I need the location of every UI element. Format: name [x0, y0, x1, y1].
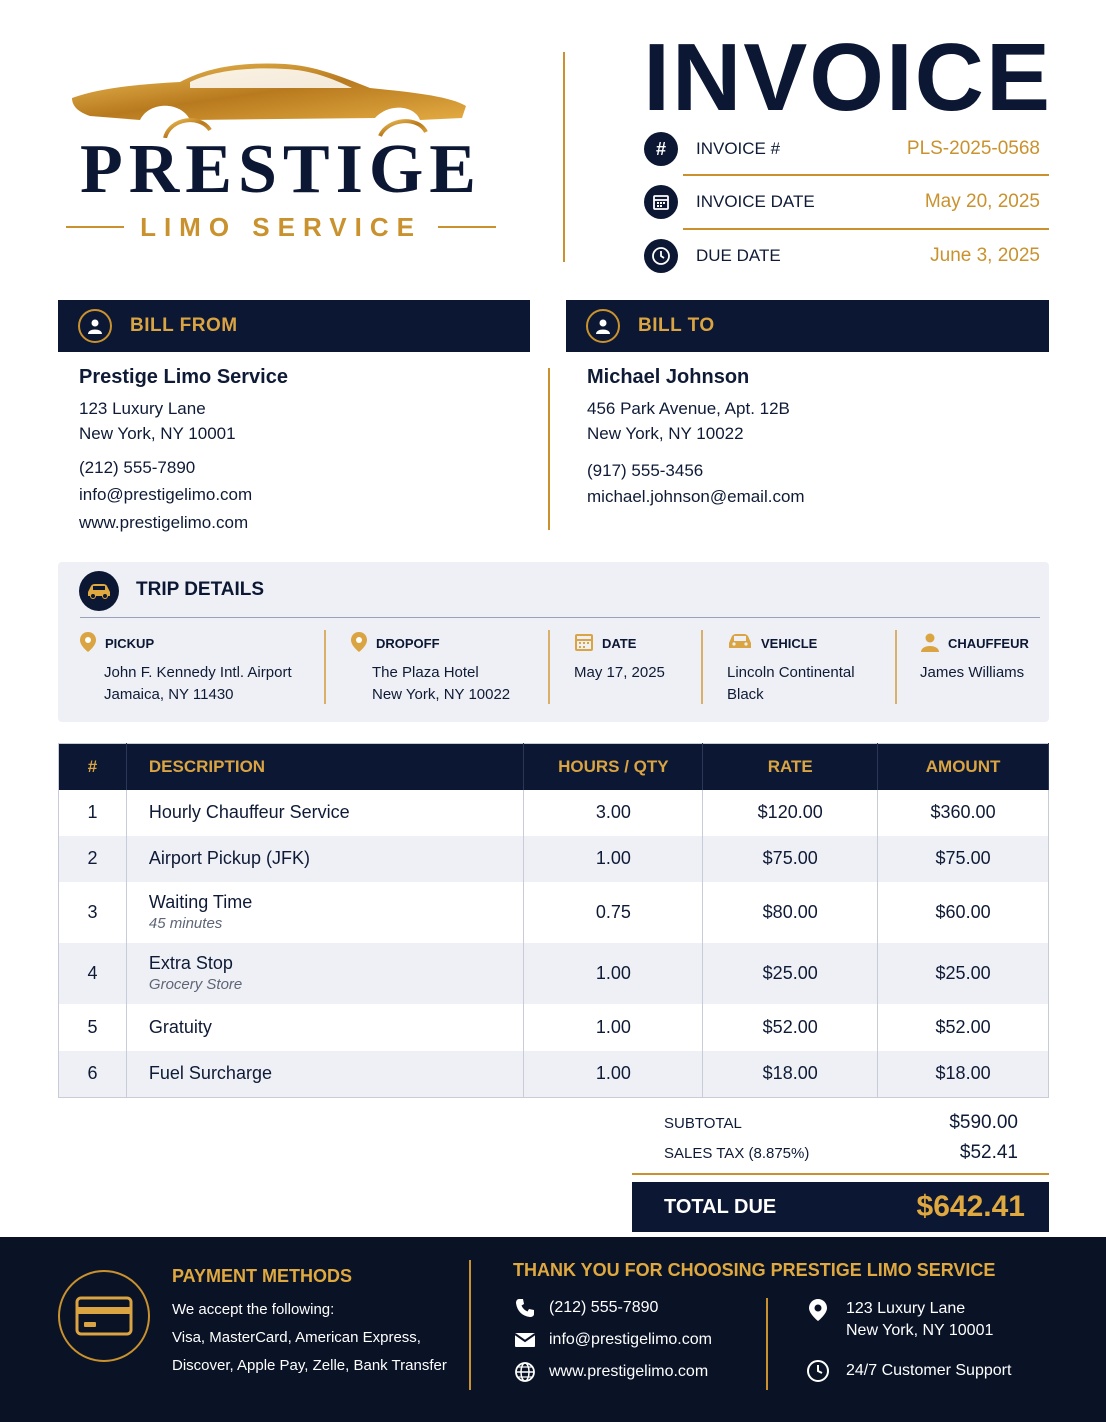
footer-address-line1: 123 Luxury Lane [846, 1300, 966, 1317]
footer-website [513, 1360, 708, 1384]
pickup-line2: Jamaica, NY 11430 [104, 686, 234, 703]
invoice-date-label: INVOICE DATE [696, 192, 815, 211]
chauffeur-label: CHAUFFEUR [948, 635, 1029, 651]
row-rate: $120.00 [703, 790, 878, 836]
bill-from-website: www.prestigelimo.com [79, 513, 249, 532]
row-number: 3 [59, 882, 127, 943]
brand-tagline-row [66, 210, 496, 244]
pickup-label: PICKUP [105, 635, 155, 651]
footer-address-line2: New York, NY 10001 [846, 1322, 994, 1339]
car-icon [727, 633, 753, 654]
divider [701, 630, 703, 704]
divider [766, 1298, 768, 1390]
dropoff-line1: The Plaza Hotel [372, 664, 479, 681]
brand-tagline: LIMO SERVICE [140, 211, 422, 242]
divider [563, 52, 565, 262]
row-description: Waiting Time [148, 892, 253, 912]
table-header-row [59, 744, 1049, 790]
invoice-title: INVOICE [643, 24, 1052, 131]
footer-support [806, 1359, 1011, 1383]
pickup-line1: John F. Kennedy Intl. Airport [104, 664, 292, 681]
total-due-label: TOTAL DUE [664, 1195, 777, 1218]
row-amount: $18.00 [878, 1051, 1049, 1098]
row-qty: 0.75 [524, 882, 703, 943]
row-amount: $25.00 [878, 943, 1049, 1004]
divider [683, 174, 1049, 176]
vehicle-label: VEHICLE [761, 635, 818, 651]
payment-line: Visa, MasterCard, American Express, [172, 1329, 421, 1346]
row-rate: $80.00 [703, 882, 878, 943]
dropoff-label: DROPOFF [376, 635, 440, 651]
row-number: 6 [59, 1051, 127, 1098]
dropoff-line2: New York, NY 10022 [372, 686, 511, 703]
invoice-date-row [644, 182, 1050, 222]
footer-email-text: info@prestigelimo.com [549, 1331, 712, 1348]
row-description: Extra Stop [148, 953, 233, 973]
divider [683, 228, 1049, 230]
car-icon [79, 571, 119, 611]
location-pin-icon [79, 631, 97, 656]
divider [66, 226, 124, 228]
payment-methods-title: PAYMENT METHODS [172, 1266, 353, 1286]
divider [548, 630, 550, 704]
row-description: Fuel Surcharge [126, 1051, 524, 1098]
divider [80, 617, 1040, 618]
column-header: # [59, 744, 127, 790]
bill-from-phone: (212) 555-7890 [79, 458, 196, 477]
subtotal-value: $590.00 [949, 1112, 1018, 1133]
row-qty: 1.00 [524, 943, 703, 1004]
footer-address [806, 1298, 993, 1342]
trip-dropoff [350, 630, 540, 706]
table-row [59, 1051, 1049, 1098]
table-row [59, 790, 1049, 836]
divider [895, 630, 897, 704]
row-amount: $52.00 [878, 1004, 1049, 1051]
total-due-box [632, 1182, 1049, 1232]
phone-icon [513, 1296, 537, 1320]
tax-value: $52.41 [959, 1142, 1018, 1163]
table-row [59, 1004, 1049, 1051]
trip-chauffeur [920, 630, 1040, 684]
row-amount: $60.00 [878, 882, 1049, 943]
bill-to-details [587, 365, 805, 509]
footer-support-text: 24/7 Customer Support [846, 1362, 1012, 1379]
trip-pickup [79, 630, 314, 706]
bill-to-email: michael.johnson@email.com [587, 487, 805, 506]
footer-phone-text: (212) 555-7890 [549, 1299, 659, 1316]
row-rate: $52.00 [703, 1004, 878, 1051]
bill-from-address1: 123 Luxury Lane [79, 399, 206, 418]
divider [632, 1173, 1049, 1175]
bill-to-header [566, 300, 1049, 352]
column-header: RATE [703, 744, 878, 790]
total-due-value: $642.41 [916, 1190, 1025, 1223]
invoice-number-value: PLS-2025-0568 [906, 138, 1040, 159]
bill-from-title: BILL FROM [130, 315, 238, 336]
table-row [59, 882, 1049, 943]
clock-icon [806, 1359, 830, 1383]
bill-from-email: info@prestigelimo.com [79, 485, 253, 504]
globe-icon [513, 1360, 537, 1384]
invoice-number-label: INVOICE # [696, 139, 781, 158]
trip-date-value: May 17, 2025 [574, 664, 665, 681]
row-number: 4 [59, 943, 127, 1004]
tax-label: SALES TAX (8.875%) [664, 1144, 810, 1162]
row-qty: 1.00 [524, 836, 703, 882]
envelope-icon [513, 1328, 537, 1352]
column-header: AMOUNT [878, 744, 1049, 790]
date-label: DATE [602, 635, 637, 651]
row-qty: 3.00 [524, 790, 703, 836]
row-description: Hourly Chauffeur Service [126, 790, 524, 836]
row-rate: $18.00 [703, 1051, 878, 1098]
row-amount: $360.00 [878, 790, 1049, 836]
hash-icon: # [644, 132, 678, 166]
table-row [59, 943, 1049, 1004]
row-qty: 1.00 [524, 1051, 703, 1098]
due-date-value: June 3, 2025 [930, 245, 1040, 266]
row-number: 2 [59, 836, 127, 882]
divider [438, 226, 496, 228]
subtotal-label: SUBTOTAL [664, 1114, 742, 1132]
subtotal-row [664, 1112, 1018, 1134]
row-note: 45 minutes [148, 915, 223, 932]
chauffeur-name: James Williams [920, 664, 1025, 681]
location-pin-icon [350, 631, 368, 656]
divider [469, 1260, 471, 1390]
row-rate: $75.00 [703, 836, 878, 882]
due-date-label: DUE DATE [696, 246, 781, 265]
bill-to-phone: (917) 555-3456 [587, 461, 704, 480]
bill-from-address2: New York, NY 10001 [79, 424, 236, 443]
tax-row [664, 1142, 1018, 1164]
row-qty: 1.00 [524, 1004, 703, 1051]
trip-date [574, 630, 694, 684]
location-pin-icon [806, 1298, 830, 1322]
table-row [59, 836, 1049, 882]
vehicle-line2: Black [727, 686, 764, 703]
bill-from-header [58, 300, 530, 352]
trip-details-title: TRIP DETAILS [136, 579, 265, 600]
trip-vehicle [727, 630, 887, 706]
row-number: 5 [59, 1004, 127, 1051]
user-icon [586, 309, 620, 343]
user-icon [78, 309, 112, 343]
row-description-cell [126, 943, 524, 1004]
row-note: Grocery Store [148, 976, 243, 993]
bill-to-address2: New York, NY 10022 [587, 424, 744, 443]
invoice-date-value: May 20, 2025 [924, 191, 1040, 212]
vehicle-line1: Lincoln Continental [727, 664, 855, 681]
row-rate: $25.00 [703, 943, 878, 1004]
line-items-table [58, 743, 1049, 1098]
bill-to-name: Michael Johnson [587, 366, 750, 388]
bill-to-title: BILL TO [638, 315, 715, 336]
brand-name: PRESTIGE [80, 131, 482, 208]
column-header: DESCRIPTION [126, 744, 524, 790]
invoice-number-row [644, 129, 1050, 169]
calendar-icon [644, 185, 678, 219]
divider [324, 630, 326, 704]
car-logo-icon [70, 58, 470, 138]
due-date-row [644, 236, 1050, 276]
row-amount: $75.00 [878, 836, 1049, 882]
credit-card-icon [58, 1270, 150, 1362]
footer-website-text: www.prestigelimo.com [549, 1363, 709, 1380]
row-description-cell [126, 882, 524, 943]
thank-you-message: THANK YOU FOR CHOOSING PRESTIGE LIMO SERVICE [513, 1260, 996, 1280]
payment-methods-text [172, 1296, 462, 1380]
row-description: Airport Pickup (JFK) [126, 836, 524, 882]
bill-from-details [79, 365, 288, 535]
clock-icon [644, 239, 678, 273]
row-number: 1 [59, 790, 127, 836]
row-description: Gratuity [126, 1004, 524, 1051]
payment-line: Discover, Apple Pay, Zelle, Bank Transfer [172, 1357, 447, 1374]
column-header: HOURS / QTY [524, 744, 703, 790]
person-icon [920, 632, 940, 655]
payment-line: We accept the following: [172, 1301, 335, 1318]
calendar-icon [574, 632, 594, 655]
footer-phone [513, 1296, 658, 1320]
footer-email [513, 1328, 712, 1352]
divider [548, 368, 550, 530]
bill-from-name: Prestige Limo Service [79, 366, 288, 388]
bill-to-address1: 456 Park Avenue, Apt. 12B [587, 399, 790, 418]
